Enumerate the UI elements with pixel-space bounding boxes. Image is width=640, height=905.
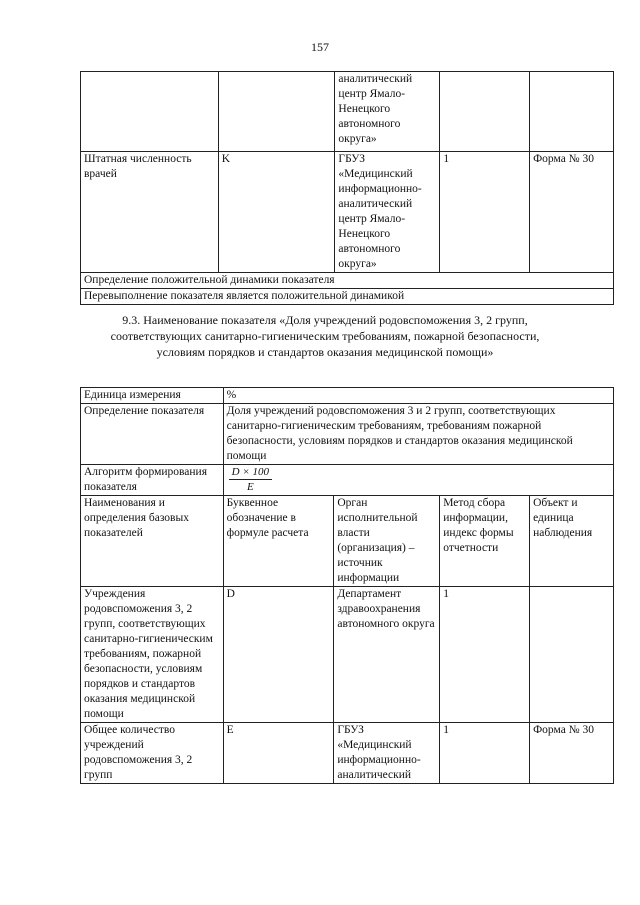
table-cell: K xyxy=(218,152,335,273)
table-cell: E xyxy=(223,723,334,784)
formula-denominator: E xyxy=(246,481,254,493)
definition-label: Определение показателя xyxy=(81,404,224,465)
table-cell: ГБУЗ «Медицинский информационно-аналитический центр Ямало-Ненецкого автономного округа» xyxy=(335,152,440,273)
column-header: Орган исполнительной власти (организация) – источник информации xyxy=(334,496,440,587)
table-row xyxy=(81,404,614,465)
table-header-row xyxy=(81,496,614,587)
table-cell: ГБУЗ «Медицинский информационно-аналитический xyxy=(334,723,440,784)
section-heading: 9.3. Наименование показателя «Доля учреждений родовспоможения 3, 2 групп, соответствующих санитарно-гигиеническим требованиям, пожарной безопасности, условиям порядков и стандартов оказания медицинской помощи» xyxy=(110,313,540,359)
table-cell xyxy=(530,587,614,723)
table-cell: 1 xyxy=(440,723,530,784)
table-cell: Общее количество учреждений родовспоможения 3, 2 групп xyxy=(81,723,224,784)
table-row xyxy=(81,723,614,784)
table-cell: Департамент здравоохранения автономного округа xyxy=(334,587,440,723)
table-row xyxy=(81,289,614,305)
table-row xyxy=(81,465,614,496)
table-row xyxy=(81,152,614,273)
table-cell: Форма № 30 xyxy=(530,152,614,273)
column-header: Наименования и определения базовых показателей xyxy=(81,496,224,587)
table-cell: аналитический центр Ямало-Ненецкого автономного округа» xyxy=(335,72,440,152)
table-cell: D xyxy=(223,587,334,723)
table-row xyxy=(81,587,614,723)
table-cell: Перевыполнение показателя является положительной динамикой xyxy=(81,289,614,305)
table-cell: Определение положительной динамики показателя xyxy=(81,273,614,289)
table-cell: Штатная численность врачей xyxy=(81,152,219,273)
table-cell: Учреждения родовспоможения 3, 2 групп, соответствующих санитарно-гигиеническим требованиям, пожарной безопасности, условиям порядков и стандартов оказания медицинской помощи xyxy=(81,587,224,723)
column-header: Метод сбора информации, индекс формы отчетности xyxy=(440,496,530,587)
column-header: Объект и единица наблюдения xyxy=(530,496,614,587)
indicator-table-continued xyxy=(80,71,614,305)
table-row xyxy=(81,388,614,404)
table-cell: 1 xyxy=(440,152,530,273)
table-cell: 1 xyxy=(440,587,530,723)
formula-numerator: D × 100 xyxy=(229,465,272,480)
indicator-table xyxy=(80,387,614,784)
formula xyxy=(223,465,613,496)
page-number: 157 xyxy=(311,40,329,54)
table-row xyxy=(81,72,614,152)
formula-fraction xyxy=(227,465,272,494)
algorithm-label: Алгоритм формирования показателя xyxy=(81,465,224,496)
column-header: Буквенное обозначение в формуле расчета xyxy=(223,496,334,587)
table-cell: Форма № 30 xyxy=(530,723,614,784)
definition-value: Доля учреждений родовспоможения 3 и 2 групп, соответствующих санитарно-гигиеническим требованиям, требованиям пожарной безопасности, условиям порядков и стандартов оказания медицинской помощи xyxy=(223,404,613,465)
unit-value: % xyxy=(223,388,613,404)
table-row xyxy=(81,273,614,289)
unit-label: Единица измерения xyxy=(81,388,224,404)
